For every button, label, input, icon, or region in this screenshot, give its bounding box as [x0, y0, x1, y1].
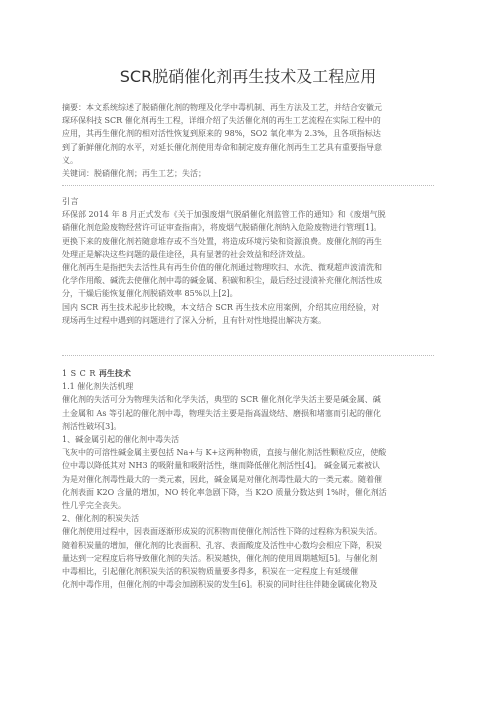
- divider: [62, 355, 434, 357]
- text-line: 硝催化剂危险废物经营许可证审查指南》，将废烟气脱硝催化剂纳入危险废物进行管理[1]。: [62, 223, 382, 233]
- text-line: 随着积炭量的增加，催化剂的比表面积、孔容、表面酸度及活性中心数均会相应下降，积炭: [62, 540, 382, 550]
- paper-title: SCR脱硝催化剂再生技术及工程应用: [119, 67, 377, 86]
- abstract-line: 琛环保科技 SCR 催化剂再生工程，详细介绍了失活催化剂的再生工艺流程在实际工程中的: [62, 116, 381, 126]
- text-line: 中毒相比，引起催化剂积炭失活的积炭物质量要多得多，积炭在一定程度上有延缓催: [62, 567, 358, 577]
- text-line: 现场再生过程中遇到的问题进行了深入分析，且有针对性地提出解决方案。: [62, 315, 326, 325]
- abstract-line: 应用，其再生催化剂的相对活性恢复到原来的 98%，SO2 氧化率为 2.3%，且各项指标达: [62, 129, 381, 139]
- text-line: 性几乎完全丧失。: [62, 501, 126, 511]
- intro-heading: 引言: [62, 197, 79, 206]
- text-line: 剂活性破坏[3]。: [62, 421, 122, 431]
- text-line: 环保部 2014 年 8 月正式发布《关于加强废烟气脱硝催化剂监管工作的通知》和《废烟气脱: [62, 210, 386, 220]
- text-line: 催化剂使用过程中，因表面逐渐形成炭的沉积物而使催化剂活性下降的过程称为积炭失活。: [62, 527, 382, 537]
- text-line: 处理正是解决这些问题的最佳途径，具有显著的社会效益和经济效益。: [62, 249, 310, 259]
- text-line: 土金属和 As 等引起的催化剂中毒，物理失活主要是指高温烧结、磨损和堵塞而引起的催化: [62, 408, 381, 418]
- abstract-line: 义。: [62, 155, 78, 165]
- text-line: 飞灰中的可溶性碱金属主要包括 Na+与 K+这两种物质，直接与催化剂活性颗粒反应，使酸: [62, 448, 387, 458]
- introduction: [62, 195, 434, 327]
- subsection-heading: 1.1 催化剂失活机理: [62, 382, 134, 392]
- section-1-label: 再生技术: [98, 368, 131, 378]
- item-heading: 2、催化剂的积炭失活: [62, 514, 140, 524]
- text-line: 催化剂再生是指把失去活性具有再生价值的催化剂通过物理吹扫、水洗、微观超声波清洗和: [62, 263, 382, 273]
- text-line: 催化剂的失活可分为物理失活和化学失活，典型的 SCR 催化剂化学失活主要是碱金属、碱: [62, 395, 381, 405]
- text-line: 化学作用酸、碱洗去使催化剂中毒的碱金属、积碳和积尘，最后经过浸渍补充催化剂活性成: [62, 276, 382, 286]
- text-line: 化剂表面 K2O 含量的增加，NO 转化率急剧下降，当 K2O 质量分数达到 1%时，催化剂活: [62, 487, 387, 497]
- keywords: 关键词：脱硝催化剂；再生工艺；失活；: [62, 169, 206, 179]
- section-1-number: 1 S C R: [62, 369, 96, 378]
- section-1-heading: [62, 367, 434, 380]
- abstract-line: 摘要：本文系统综述了脱硝催化剂的物理及化学中毒机制、再生方法及工艺，并结合安徽元: [62, 103, 382, 112]
- text-line: 化剂中毒作用，但催化剂的中毒会加剧积炭的发生[6]。积炭的同时往往伴随金属硫化物及: [62, 580, 378, 590]
- abstract: [62, 101, 434, 180]
- text-line: 国内 SCR 再生技术起步比较晚，本文结合 SCR 再生技术应用案例，介绍其应用经验，对: [62, 302, 380, 312]
- text-line: 量达到一定程度后将导致催化剂的失活。积炭越快，催化剂的使用周期越短[5]。与催化剂: [62, 553, 378, 563]
- text-line: 分，干燥后能恢复催化剂脱硝效率 85%以上[2]。: [62, 289, 238, 299]
- abstract-line: 到了新鲜催化剂的水平，对延长催化剂使用寿命和制定废弃催化剂再生工艺具有重要指导意: [62, 142, 382, 152]
- divider: [62, 185, 434, 187]
- item-heading: 1、碱金属引起的催化剂中毒失活: [62, 435, 180, 445]
- text-line: 为是对催化剂毒性最大的一类元素，因此，碱金属是对催化剂毒性最大的一类元素。随着催: [62, 474, 382, 484]
- section-1: [62, 367, 434, 591]
- text-line: 更换下来的废催化剂若随意堆存或不当处置，将造成环境污染和资源浪费。废催化剂的再生: [62, 236, 382, 246]
- text-line: 位中毒以降低其对 NH3 的吸附量和吸附活性，继而降低催化剂活性[4]。 碱金属元素被认: [62, 461, 381, 471]
